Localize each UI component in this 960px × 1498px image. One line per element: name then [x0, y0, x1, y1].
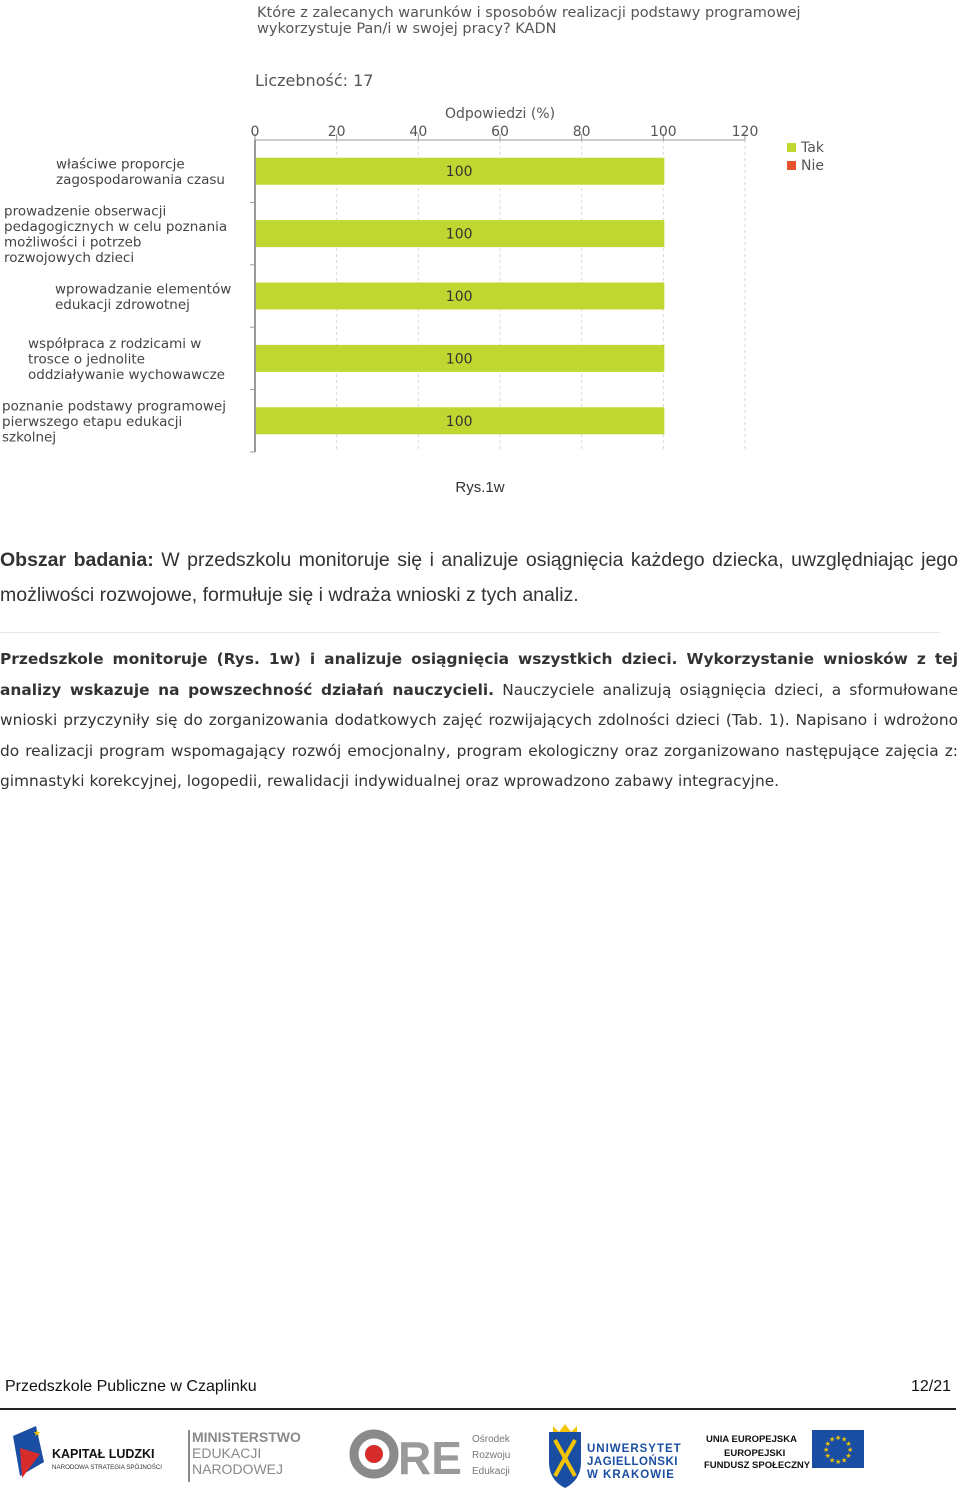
ore-line-3: Edukacji [472, 1466, 510, 1477]
eu-star-icon: ★ [823, 1446, 830, 1454]
category-label: współpraca z rodzicami w [28, 335, 202, 352]
category-label: prowadzenie obserwacji [4, 203, 167, 220]
chart-axis-label: Odpowiedzi (%) [444, 106, 556, 122]
category-label: trosce o jednolite [28, 351, 145, 368]
eu-star-icon: ★ [824, 1452, 831, 1460]
uj-line-2: JAGIELLOŃSKI [587, 1456, 678, 1468]
ore-line-2: Rozwoju [472, 1450, 511, 1461]
ore-dot [365, 1445, 383, 1463]
legend-label: Tak [801, 140, 824, 156]
eu-line-1: UNIA EUROPEJSKA [706, 1434, 797, 1445]
category-label: oddziaływanie wychowawcze [28, 366, 225, 383]
research-area-label: Obszar badania: [0, 549, 154, 571]
category-label: właściwe proporcje [56, 156, 185, 173]
eu-line-2: EUROPEJSKI [724, 1448, 786, 1459]
kapital-ludzki-logo [8, 1418, 168, 1493]
category-label: pedagogicznych w celu poznania [4, 218, 228, 235]
chart-count-label: Liczebność: 17 [255, 71, 374, 90]
tick-label: 120 [731, 124, 759, 140]
uj-line-3: W KRAKOWIE [587, 1469, 675, 1481]
bar-data-label: 100 [445, 351, 473, 368]
footer-divider [0, 1408, 956, 1410]
eu-star-icon: ★ [824, 1440, 831, 1448]
tick-label: 20 [327, 124, 346, 140]
findings-text: Nauczyciele analizują osiągnięcia dzieci, a sformułowane wnioski przyczyniły się do zorganizowania dodatkowych zajęć rozwijających zdolności dzieci (Tab. 1). Napisano i wdrożono do realizacji program wspomagający rozwój emocjonalny, program ekologiczny oraz zorganizowano następujące zajęcia z: gimnastyki korekcyjnej, logopedii, rewalidacji indywidualnej oraz wprowadzono zabawy integracyjne. [0, 680, 958, 790]
kl-title: KAPITAŁ LUDZKI [52, 1447, 155, 1461]
eu-logo [700, 1418, 870, 1493]
eu-star-icon: ★ [835, 1458, 842, 1466]
category-label: zagospodarowania czasu [56, 171, 225, 188]
legend-label: Nie [801, 158, 824, 174]
category-label: wprowadzanie elementów [55, 281, 232, 298]
chart-title-line-1: Które z zalecanych warunków i sposobów realizacji podstawy programowej [257, 5, 801, 21]
uj-line-1: UNIWERSYTET [587, 1443, 682, 1455]
chart-svg [0, 0, 960, 470]
eu-star-icon: ★ [841, 1456, 848, 1465]
bar-data-label: 100 [445, 226, 473, 243]
kl-star-icon: ★ [33, 1429, 42, 1439]
eu-star-icon: ★ [841, 1435, 848, 1444]
uj-crown-icon [553, 1424, 577, 1432]
men-line-3: NARODOWEJ [192, 1461, 283, 1477]
legend-swatch [787, 143, 796, 152]
men-line-1: MINISTERSTWO [192, 1429, 301, 1445]
tick-label: 0 [250, 124, 260, 140]
legend-swatch [787, 161, 796, 170]
figure-caption: Rys.1w [455, 479, 505, 496]
category-label: edukacji zdrowotnej [55, 296, 190, 313]
eu-star-icon: ★ [845, 1452, 852, 1460]
category-label: pierwszego etapu edukacji [2, 413, 183, 430]
tick-label: 40 [409, 124, 428, 140]
page-number: 12/21 [910, 1378, 951, 1395]
category-label: szkolnej [2, 429, 57, 446]
separator [0, 632, 940, 633]
chart-bars [256, 158, 664, 435]
bar-data-label: 100 [445, 413, 473, 430]
bar-data-label: 100 [445, 164, 473, 181]
eu-star-icon: ★ [847, 1446, 854, 1454]
category-label: poznanie podstawy programowej [2, 398, 226, 415]
chart-legend [787, 140, 825, 174]
sponsor-logos [0, 1418, 960, 1493]
bar-data-label: 100 [445, 289, 473, 305]
tick-label: 60 [491, 124, 509, 140]
ore-logo [348, 1418, 528, 1493]
chart-category-labels [2, 156, 231, 445]
chart [0, 0, 960, 470]
eu-star-icon: ★ [829, 1435, 836, 1444]
men-logo [186, 1418, 316, 1493]
eu-star-icon: ★ [845, 1440, 852, 1448]
men-line-2: EDUKACJI [192, 1445, 262, 1461]
tick-label: 100 [649, 124, 677, 140]
tick-label: 80 [572, 124, 591, 140]
findings-paragraph [0, 644, 958, 797]
ore-letters: RE [398, 1432, 462, 1484]
category-label: możliwości i potrzeb [4, 234, 142, 251]
eu-star-icon: ★ [829, 1456, 836, 1465]
eu-line-3: FUNDUSZ SPOŁECZNY [704, 1460, 811, 1471]
uj-logo [545, 1418, 685, 1493]
ore-line-1: Ośrodek [472, 1434, 510, 1445]
chart-title-line-2: wykorzystuje Pan/i w swojej pracy? KADN [257, 21, 557, 37]
research-area-text: W przedszkolu monitoruje się i analizuje osiągnięcia każdego dziecka, uwzględniając jego możliwości rozwojowe, formułuje się i wdraża wnioski z tych analiz. [0, 549, 958, 606]
findings-bold-text: Przedszkole monitoruje (Rys. 1w) i analizuje osiągnięcia wszystkich dzieci. Wykorzystanie wniosków z tej analizy wskazuje na powszechność działań nauczycieli. [0, 650, 958, 699]
research-area [0, 543, 958, 613]
category-label: rozwojowych dzieci [4, 249, 135, 266]
eu-star-icon: ★ [835, 1434, 842, 1442]
footer-institution: Przedszkole Publiczne w Czaplinku [5, 1378, 257, 1395]
kl-subtitle: NARODOWA STRATEGIA SPÓJNOŚCI [52, 1464, 163, 1471]
men-bar [188, 1430, 190, 1482]
